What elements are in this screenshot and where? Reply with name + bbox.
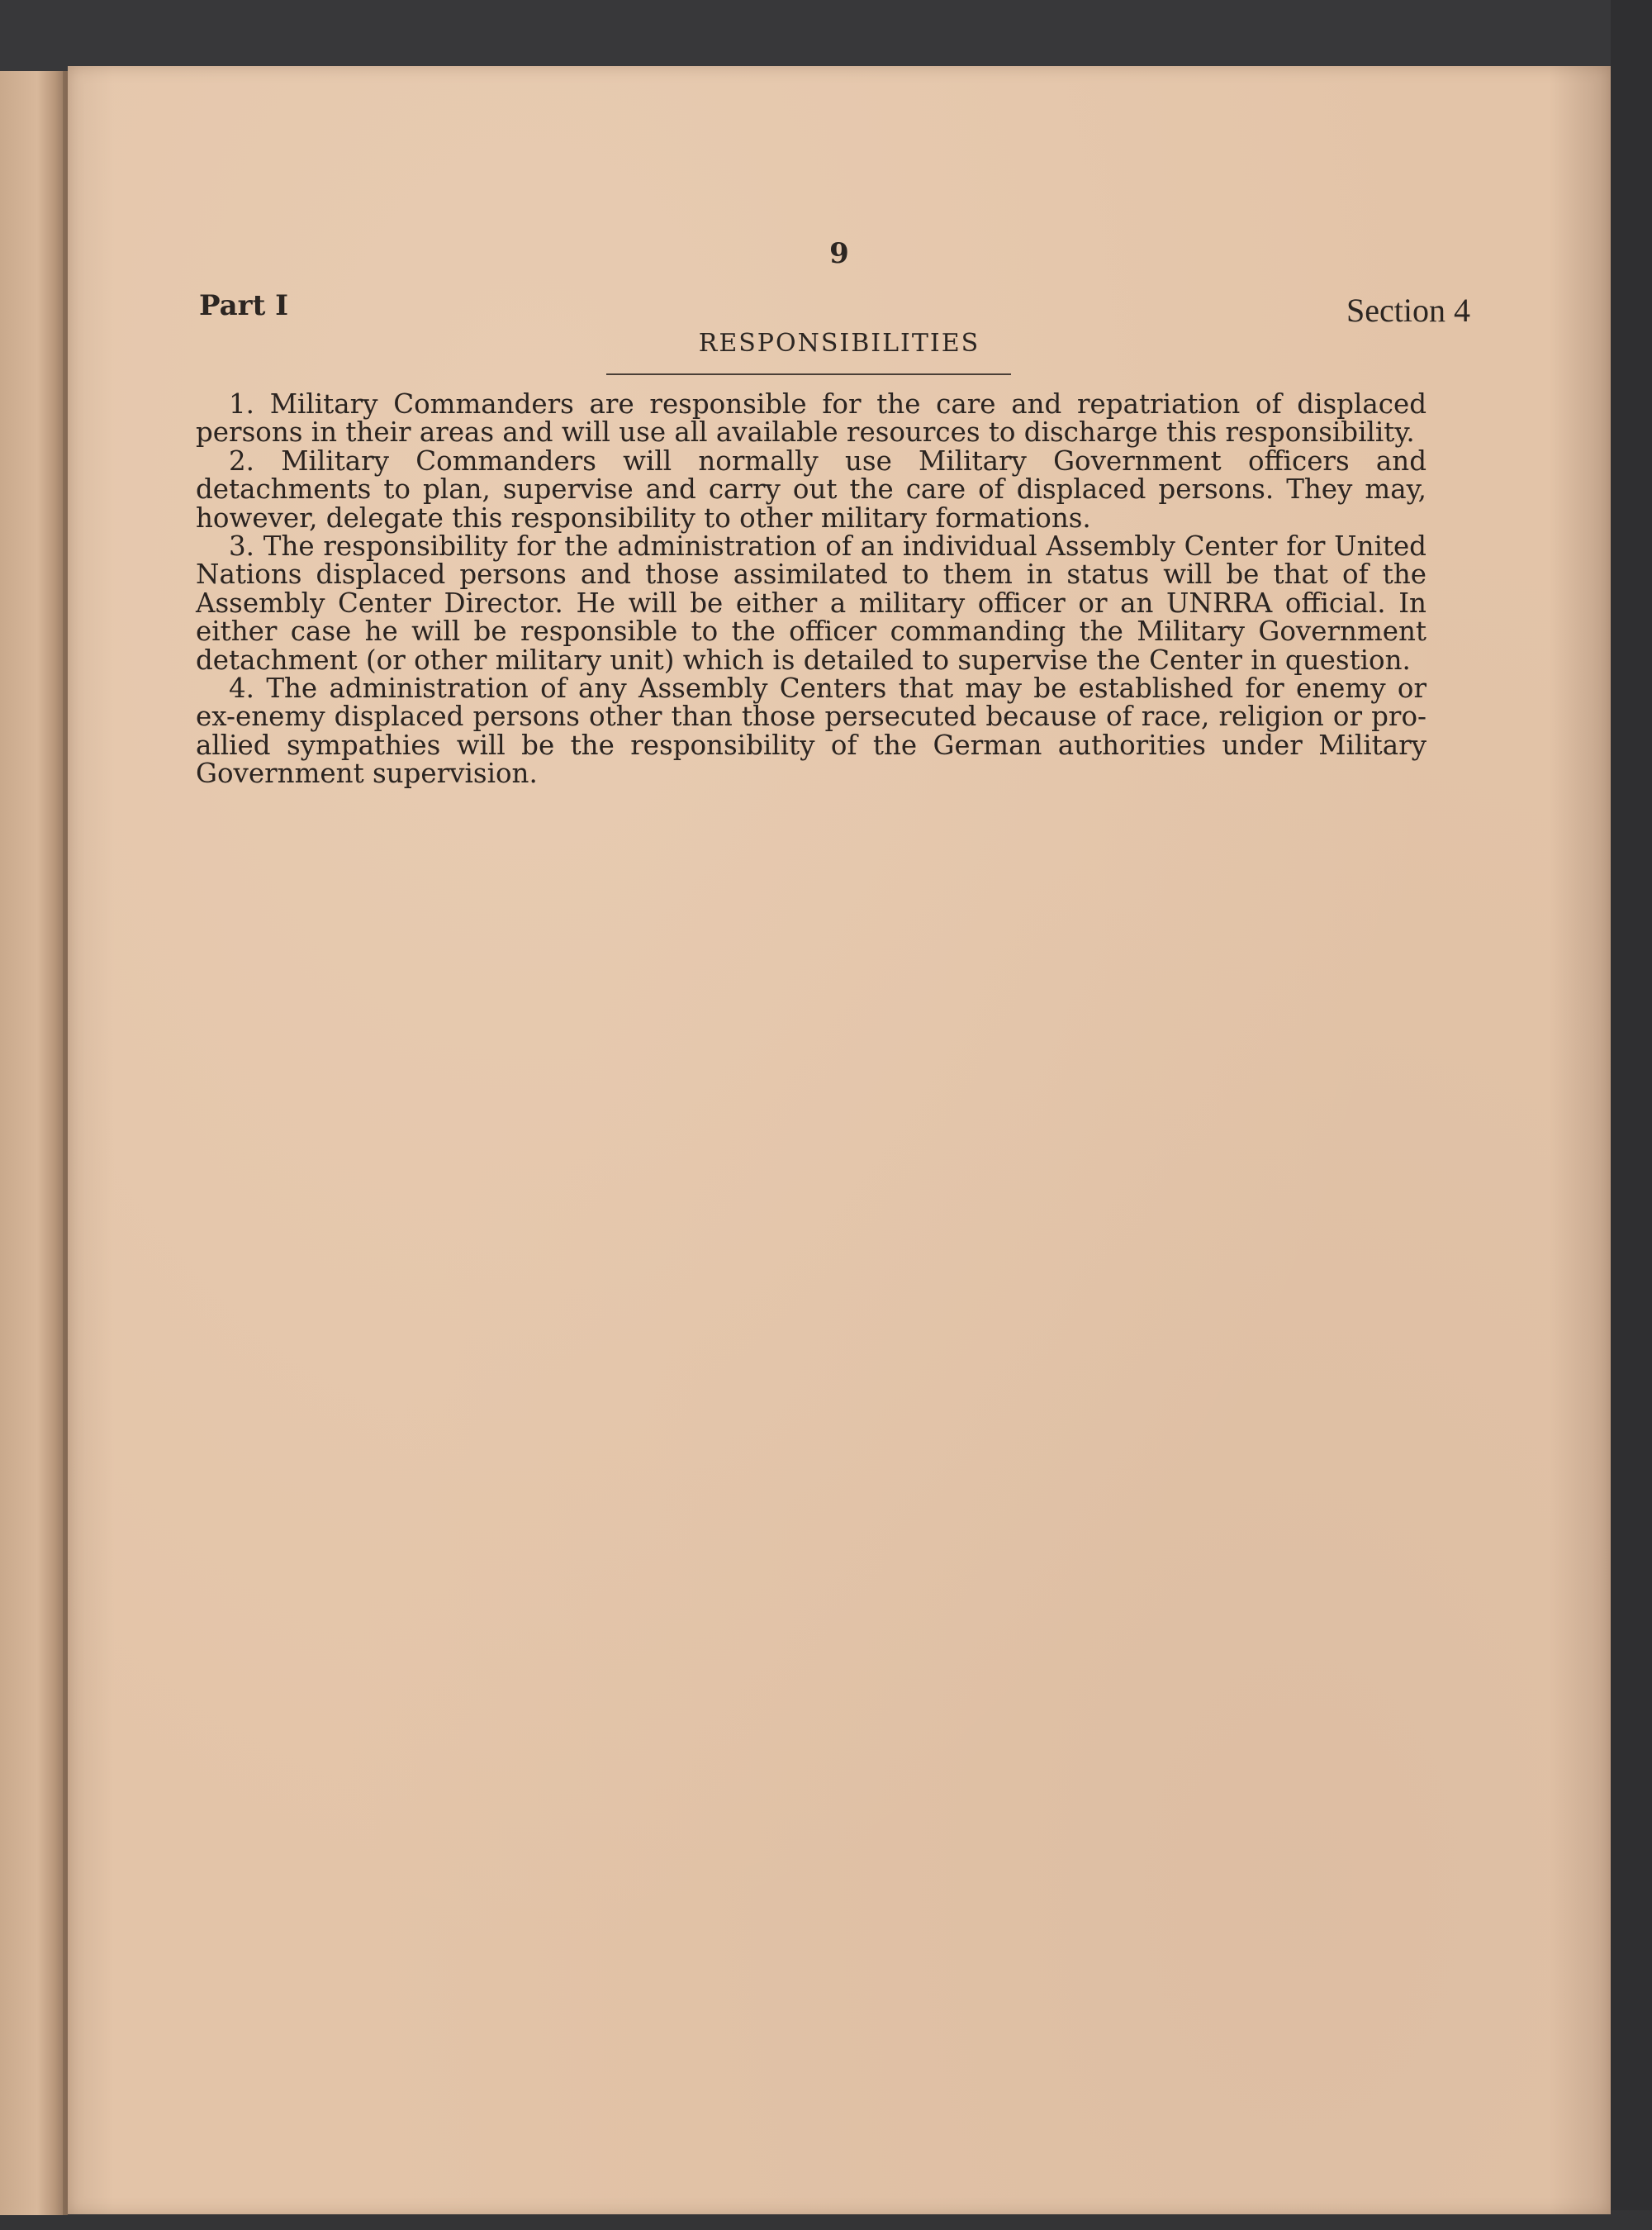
paragraph-1: 1. Military Commanders are responsible for the care and repatriation of displaced persons in their areas and will use all available resources to discharge this responsibility. bbox=[196, 388, 1427, 449]
scanner-backdrop-right bbox=[1611, 0, 1652, 2230]
heading-underline bbox=[606, 373, 1011, 375]
section-heading: RESPONSIBILITIES bbox=[698, 329, 980, 358]
document-page bbox=[68, 66, 1611, 2214]
previous-page-edge bbox=[0, 71, 68, 2215]
body-text bbox=[196, 390, 1427, 788]
page-number: 9 bbox=[829, 237, 849, 270]
scanner-backdrop-top bbox=[0, 0, 1652, 74]
paragraph-4: 4. The administration of any Assembly Centers that may be established for enemy or ex-enemy displaced persons other than those persecuted because of race, religion or pro-allied sympathies will be the responsibility of the German authorities under Military Government supervision. bbox=[196, 673, 1427, 790]
paragraph-3: 3. The responsibility for the administration of an individual Assembly Center for United Nations displaced persons and those assimilated to them in status will be that of the Assembly Center Director. He will be either a military officer or an UNRRA official. In either case he will be responsible to the officer commanding the Military Government detachment (or other military unit) which is detailed to supervise the Center in question. bbox=[196, 530, 1427, 676]
part-label: Part I bbox=[199, 289, 289, 322]
section-label: Section 4 bbox=[1346, 292, 1470, 329]
paragraph-2: 2. Military Commanders will normally use Military Government officers and detachments to plan, supervise and carry out the care of displaced persons. They may, however, delegate this responsibility to other military formations. bbox=[196, 445, 1427, 534]
